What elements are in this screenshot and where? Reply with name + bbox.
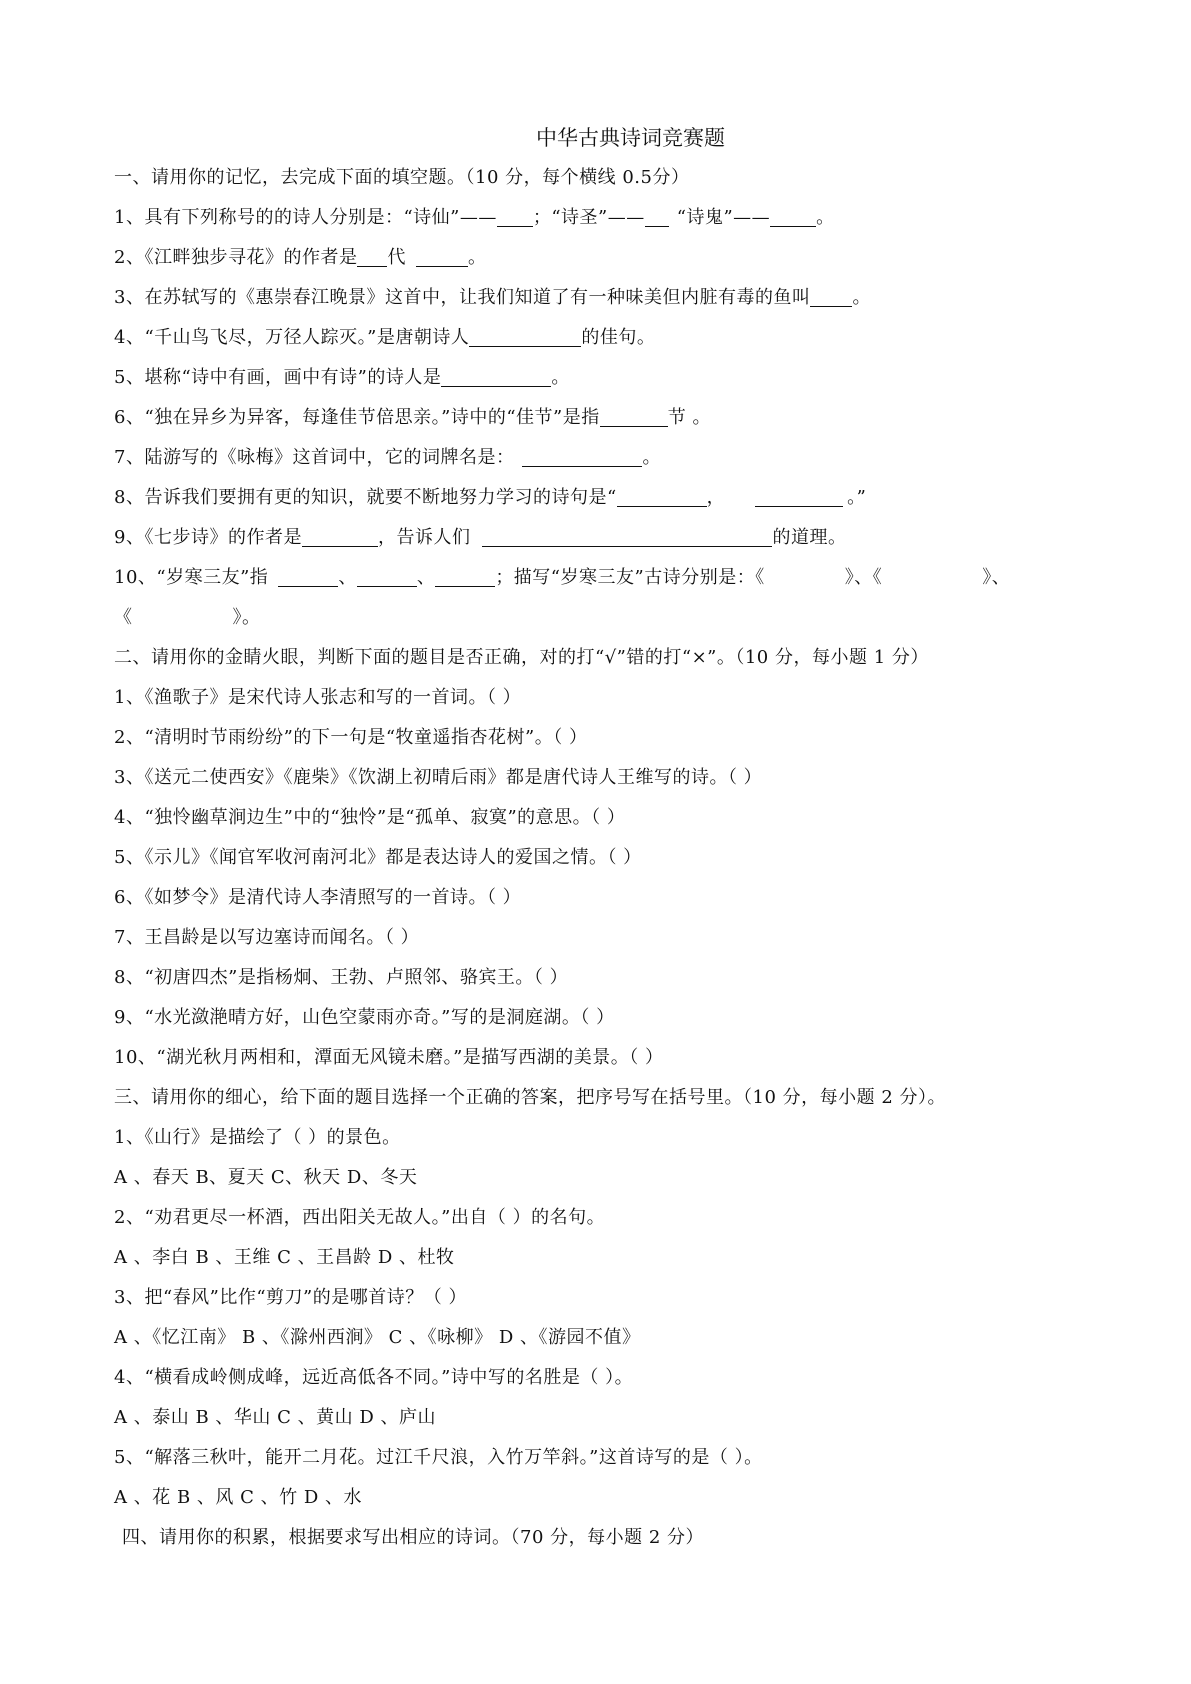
section3-list [0,1118,1191,1518]
page-title: 中华古典诗词竞赛题 [536,126,725,150]
q7-text-b: 。 [642,447,661,468]
q8-text-a: 8、告诉我们要拥有更的知识，就要不断地努力学习的诗句是“ [114,487,617,508]
judge-item-2: 2、“清明时节雨纷纷”的下一句是“牧童遥指杏花树”。（ ） [114,727,588,748]
judge-item-3: 3、《送元二使西安》《鹿柴》《饮湖上初晴后雨》都是唐代诗人王维写的诗。（ ） [114,767,763,788]
q10-text-b: 、 [338,567,357,588]
q10-text-h: 》。 [232,607,261,628]
section2-heading: 二、请用你的金睛火眼，判断下面的题目是否正确，对的打“√”错的打“×”。（10 分，每小题 1 分） [114,647,929,668]
choice-item-9: 5、“解落三秋叶，能开二月花。过江千尺浪，入竹万竿斜。”这首诗写的是（ ）。 [114,1447,763,1468]
answer-blank[interactable] [302,526,378,547]
question-1-10 [0,558,1191,598]
q8-text-c: 。” [847,487,867,508]
answer-blank[interactable] [278,566,338,587]
q6-text-a: 6、“独在异乡为异客，每逢佳节倍思亲。”诗中的“佳节”是指 [114,407,600,428]
q4-text-a: 4、“千山鸟飞尽，万径人踪灭。”是唐朝诗人 [114,327,470,348]
answer-blank[interactable] [357,246,387,267]
choice-item-3: 2、“劝君更尽一杯酒，西出阳关无故人。”出自（ ）的名句。 [114,1207,606,1228]
q3-text-b: 。 [852,287,871,308]
q6-text-b: 节 。 [667,407,711,428]
q9-text-a: 9、《七步诗》的作者是 [114,527,302,548]
answer-blank[interactable] [600,406,668,427]
question-1-8 [0,478,1191,518]
question-1-5 [0,358,1191,398]
q1-text-c: “诗鬼”—— [676,207,771,228]
q5-text-b: 。 [551,367,570,388]
answer-blank[interactable] [482,526,772,547]
answer-blank[interactable] [441,366,551,387]
question-1-4 [0,318,1191,358]
choice-item-6: A 、《忆江南》 B 、《滁州西涧》 C 、《咏柳》 D 、《游园不值》 [114,1327,641,1348]
section2-list [0,678,1191,1078]
answer-blank[interactable] [755,486,843,507]
answer-blank[interactable] [357,566,417,587]
answer-blank[interactable] [522,446,642,467]
answer-blank[interactable] [645,206,669,227]
q4-text-b: 的佳句。 [581,327,656,348]
q10-text-g: 《 [114,607,133,628]
q8-text-b: ， [706,487,726,508]
question-1-9 [0,518,1191,558]
answer-blank[interactable] [770,206,816,227]
answer-blank[interactable] [617,486,707,507]
q1-text-b: ；“诗圣”—— [532,207,645,228]
choice-item-1: 1、《山行》是描绘了（ ）的景色。 [114,1127,401,1148]
choice-item-10: A 、花 B 、风 C 、竹 D 、水 [114,1487,362,1508]
q3-text-a: 3、在苏轼写的《惠崇春江晚景》这首中，让我们知道了有一种味美但内脏有毒的鱼叫 [114,287,811,308]
q7-text-a: 7、陆游写的《咏梅》这首词中，它的词牌名是： [114,447,515,468]
answer-blank[interactable] [497,206,533,227]
answer-blank[interactable] [416,246,468,267]
question-1-2 [0,238,1191,278]
choice-item-5: 3、把“春风”比作“剪刀”的是哪首诗？（ ） [114,1287,467,1308]
judge-item-6: 6、《如梦令》是清代诗人李清照写的一首诗。（ ） [114,887,522,908]
answer-blank[interactable] [435,566,495,587]
judge-item-4: 4、“独怜幽草涧边生”中的“独怜”是“孤单、寂寞”的意思。（ ） [114,807,626,828]
choice-item-8: A 、泰山 B 、华山 C 、黄山 D 、庐山 [114,1407,436,1428]
question-1-10-cont [0,598,1191,638]
section4-heading: 四、请用你的积累，根据要求写出相应的诗词。（70 分，每小题 2 分） [122,1527,705,1548]
answer-blank[interactable] [469,326,581,347]
q1-text-d: 。 [816,207,835,228]
question-1-6 [0,398,1191,438]
q10-text-d: ；描写“岁寒三友”古诗分别是：《 [495,567,765,588]
judge-item-7: 7、王昌龄是以写边塞诗而闻名。（ ） [114,927,420,948]
question-1-7 [0,438,1191,478]
section3-heading: 三、请用你的细心，给下面的题目选择一个正确的答案，把序号写在括号里。（10 分，每小题 2 分）。 [114,1087,947,1108]
judge-item-8: 8、“初唐四杰”是指杨炯、王勃、卢照邻、骆宾王。（ ） [114,967,569,988]
judge-item-1: 1、《渔歌子》是宋代诗人张志和写的一首词。（ ） [114,687,522,708]
q10-text-e: 》、《 [844,567,883,588]
q9-text-c: 的道理。 [772,527,847,548]
question-1-3 [0,278,1191,318]
q10-text-f: 》、 [982,567,1011,588]
q2-text-b: 代 [387,247,406,268]
judge-item-9: 9、“水光潋滟晴方好，山色空蒙雨亦奇。”写的是洞庭湖。（ ） [114,1007,615,1028]
q2-text-a: 2、《江畔独步寻花》的作者是 [114,247,358,268]
q10-text-a: 10、“岁寒三友”指 [114,567,269,588]
section1-heading: 一、请用你的记忆，去完成下面的填空题。（10 分，每个横线 0.5分） [114,167,690,188]
judge-item-5: 5、《示儿》《闻官军收河南河北》都是表达诗人的爱国之情。（ ） [114,847,642,868]
q10-text-c: 、 [416,567,436,588]
q9-text-b: ，告诉人们 [377,527,471,548]
q5-text-a: 5、堪称“诗中有画，画中有诗”的诗人是 [114,367,442,388]
choice-item-7: 4、“横看成岭侧成峰，远近高低各不同。”诗中写的名胜是（ ）。 [114,1367,634,1388]
q1-text-a: 1、具有下列称号的的诗人分别是：“诗仙”—— [114,207,497,228]
judge-item-10: 10、“湖光秋月两相和，潭面无风镜未磨。”是描写西湖的美景。（ ） [114,1047,664,1068]
choice-item-2: A 、春天 B、夏天 C、秋天 D、冬天 [114,1167,418,1188]
answer-blank[interactable] [810,286,852,307]
question-1-1 [0,198,1191,238]
choice-item-4: A 、李白 B 、王维 C 、王昌龄 D 、杜牧 [114,1247,455,1268]
q2-text-c: 。 [467,247,487,268]
